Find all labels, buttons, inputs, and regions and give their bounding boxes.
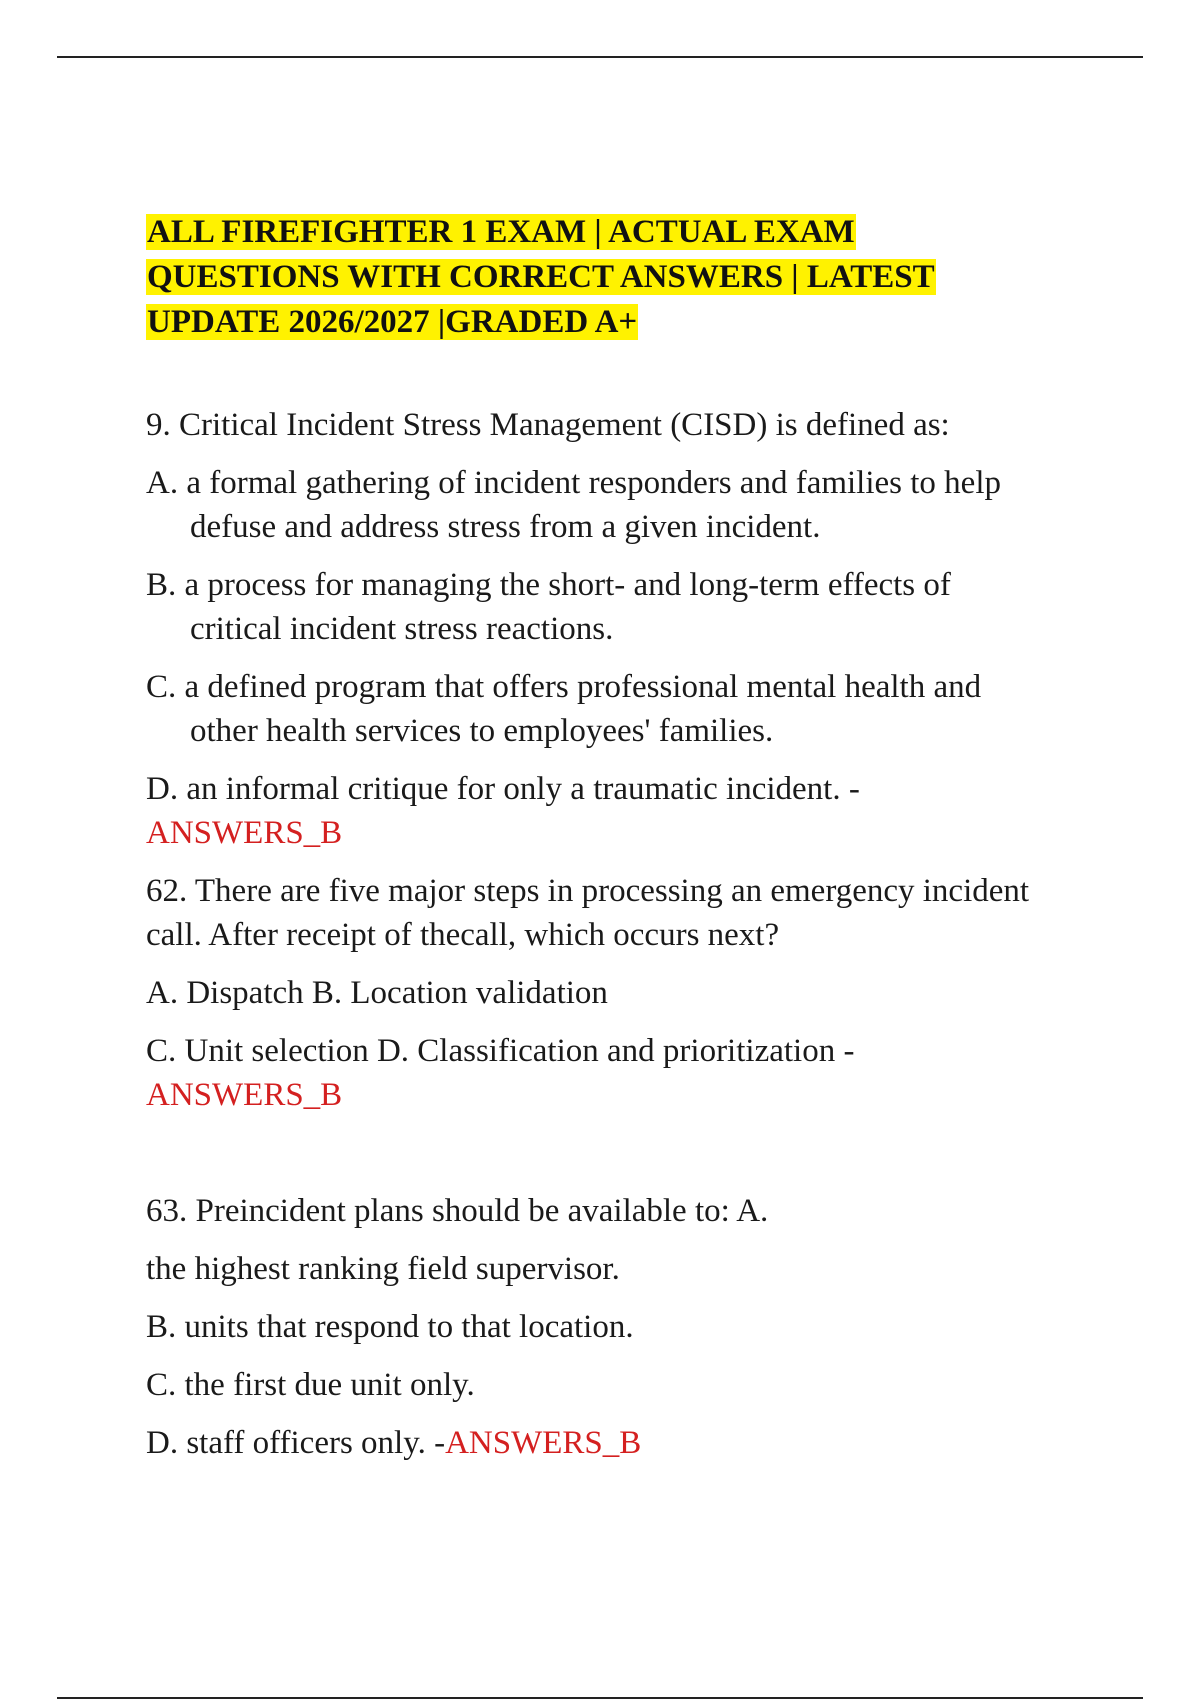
footer-rule: [57, 1697, 1143, 1699]
title-highlight: ALL FIREFIGHTER 1 EXAM | ACTUAL EXAM QUESTIONS WITH CORRECT ANSWERS | LATEST UPDATE 2026/2027 |GRADED A+: [147, 214, 935, 340]
option-line: D. staff officers only. -: [146, 1425, 446, 1461]
question-9: [146, 403, 1046, 855]
options-line: C. Unit selection D. Classification and prioritization -: [146, 1033, 855, 1069]
header-rule: [57, 56, 1143, 58]
option-d: D. an informal critique for only a traumatic incident. -: [146, 771, 860, 807]
answer-label: ANSWERS_B: [445, 1425, 642, 1461]
document-title: [146, 210, 1046, 345]
option-a: A. a formal gathering of incident responders and families to help defuse and address stress from a given incident.: [146, 465, 1001, 545]
spacer: [146, 1131, 1046, 1189]
answer-label: ANSWERS_B: [146, 1077, 343, 1113]
question-prompt: 63. Preincident plans should be available to: A.: [146, 1193, 769, 1229]
option-line: the highest ranking field supervisor.: [146, 1251, 620, 1287]
option-d-with-answer: [146, 767, 1046, 855]
document-body: [146, 210, 1046, 1479]
option-line: B. units that respond to that location.: [146, 1309, 634, 1345]
options-line: A. Dispatch B. Location validation: [146, 975, 608, 1011]
question-prompt: 62. There are five major steps in processing an emergency incident call. After receipt of thecall, which occurs next?: [146, 873, 1030, 953]
question-62: [146, 869, 1046, 1117]
question-63: [146, 1189, 1046, 1465]
option-line: C. the first due unit only.: [146, 1367, 475, 1403]
options-line-with-answer: [146, 1029, 1046, 1117]
question-prompt: 9. Critical Incident Stress Management (CISD) is defined as:: [146, 407, 950, 443]
option-line-with-answer: [146, 1421, 1046, 1465]
option-c: C. a defined program that offers professional mental health and other health services to employees' families.: [146, 669, 982, 749]
answer-label: ANSWERS_B: [146, 815, 343, 851]
option-b: B. a process for managing the short- and long-term effects of critical incident stress reactions.: [146, 567, 951, 647]
